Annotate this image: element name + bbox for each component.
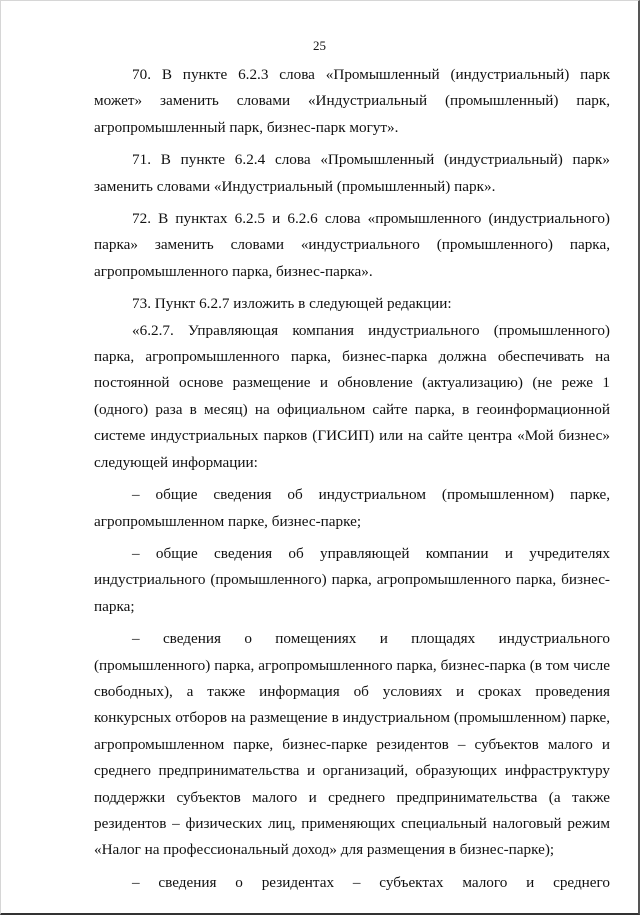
paragraph-70: 70. В пункте 6.2.3 слова «Промышленный (индустриальный) парк может» заменить словами «Индустриальный (промышленный) парк, агропромышленный парк, бизнес-парк могут». — [94, 66, 610, 136]
paragraph-72: 72. В пунктах 6.2.5 и 6.2.6 слова «промышленного (индустриального) парка» заменить словами «индустриального (промышленного) парка, агропромышленного парка, бизнес-парка». — [94, 210, 610, 280]
paragraph-73: 73. Пункт 6.2.7 изложить в следующей редакции: — [132, 295, 452, 313]
document-body — [94, 62, 610, 896]
list-item-management-info: – общие сведения об управляющей компании и учредителях индустриального (промышленного) парка, агропромышленного парка, бизнес-парка; — [94, 544, 610, 615]
list-item-premises-info: – сведения о помещениях и площадях индустриального (промышленного) парка, агропромышленного парка, бизнес-парка (в том числе свободных), а также информация об условиях и сроках проведения конкурсных отборов на размещение в индустриальном (промышленном) парке, агропромышленном парке, бизнес-парке резидентов – субъектов малого и среднего предпринимательства и организаций, образующих инфраструктуру поддержки субъектов малого и среднего предпринимательства (а также резидентов – физических лиц, применяющих специальный налоговый режим «Налог на профессиональный доход» для размещения в бизнес-парке); — [94, 630, 610, 859]
paragraph-71: 71. В пункте 6.2.4 слова «Промышленный (индустриальный) парк» заменить словами «Индустриальный (промышленный) парк». — [94, 151, 610, 195]
list-item-residents-info: – сведения о резидентах – субъектах малого и среднего — [132, 873, 610, 891]
list-item-park-info: – общие сведения об индустриальном (промышленном) парке, агропромышленном парке, бизнес-парке; — [94, 486, 610, 530]
page-number: 25 — [313, 38, 326, 53]
paragraph-6-2-7: «6.2.7. Управляющая компания индустриального (промышленного) парка, агропромышленного парка, бизнес-парка должна обеспечивать на постоянной основе размещение и обновление (актуализацию) (не реже 1 (одного) раза в месяц) на официальном сайте парка, в геоинформационной системе индустриальных парков (ГИСИП) или на сайте центра «Мой бизнес» следующей информации: — [94, 321, 610, 471]
